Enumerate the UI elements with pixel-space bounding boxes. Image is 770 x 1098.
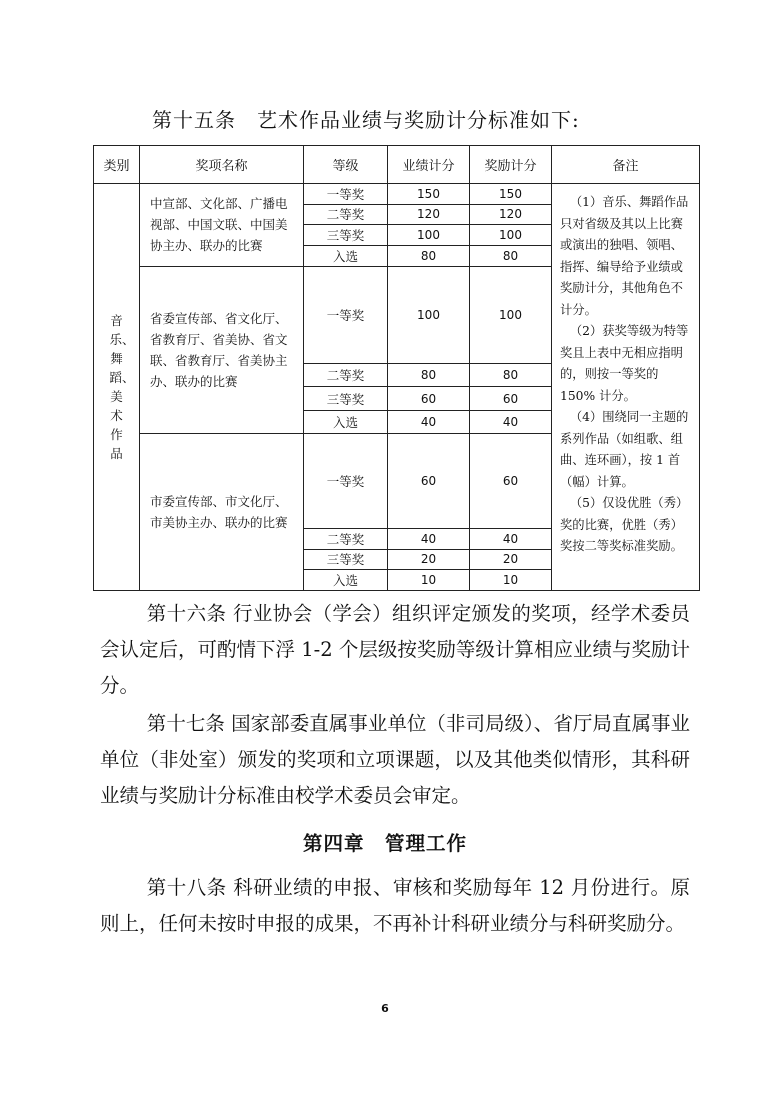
header-award-name: 奖项名称 [140, 146, 304, 184]
reward-score-cell: 80 [470, 245, 552, 266]
perf-score-cell: 40 [388, 410, 470, 433]
award-name-cell: 市委宣传部、市文化厅、市美协主办、联办的比赛 [140, 433, 304, 590]
perf-score-cell: 100 [388, 266, 470, 364]
reward-score-cell: 40 [470, 529, 552, 550]
reward-score-cell: 20 [470, 549, 552, 570]
level-cell: 一等奖 [304, 266, 388, 364]
level-cell: 三等奖 [304, 225, 388, 246]
category-label: 音乐、舞蹈、美术作品 [109, 313, 135, 461]
reward-score-cell: 40 [470, 410, 552, 433]
level-cell: 一等奖 [304, 433, 388, 528]
level-cell: 三等奖 [304, 549, 388, 570]
perf-score-cell: 10 [388, 570, 470, 591]
perf-score-cell: 120 [388, 204, 470, 225]
perf-score-cell: 40 [388, 529, 470, 550]
perf-score-cell: 100 [388, 225, 470, 246]
note-item: （4）围绕同一主题的系列作品（如组歌、组曲、连环画），按 1 首（幅）计算。 [560, 410, 689, 489]
note-item: （5）仅设优胜（秀）奖的比赛，优胜（秀）奖按二等奖标准奖励。 [560, 496, 689, 553]
header-reward-score: 奖励计分 [470, 146, 552, 184]
table-row [94, 184, 700, 205]
reward-score-cell: 10 [470, 570, 552, 591]
perf-score-cell: 80 [388, 364, 470, 387]
header-level: 等级 [304, 146, 388, 184]
page-number: 6 [381, 1002, 389, 1015]
level-cell: 二等奖 [304, 364, 388, 387]
level-cell: 入选 [304, 245, 388, 266]
level-cell: 入选 [304, 570, 388, 591]
table-header-row [94, 146, 700, 184]
reward-score-cell: 120 [470, 204, 552, 225]
art-awards-table [93, 145, 700, 591]
level-cell: 入选 [304, 410, 388, 433]
reward-score-cell: 150 [470, 184, 552, 205]
notes-cell [552, 184, 700, 591]
perf-score-cell: 80 [388, 245, 470, 266]
article-18-paragraph [100, 870, 690, 942]
article-17-paragraph [100, 706, 690, 814]
level-cell: 三等奖 [304, 387, 388, 410]
level-cell: 二等奖 [304, 204, 388, 225]
article-18-text: 第十八条 科研业绩的申报、审核和奖励每年 12 月份进行。原则上，任何未按时申报的成果，不再补计科研业绩分与科研奖励分。 [100, 876, 690, 935]
award-name-cell: 省委宣传部、省文化厅、省教育厅、省美协、省文联、省教育厅、省美协主办、联办的比赛 [140, 266, 304, 433]
reward-score-cell: 100 [470, 225, 552, 246]
article-15-heading: 第十五条 艺术作品业绩与奖励计分标准如下: [152, 108, 580, 132]
perf-score-cell: 60 [388, 433, 470, 528]
header-performance-score: 业绩计分 [388, 146, 470, 184]
perf-score-cell: 60 [388, 387, 470, 410]
note-item: （1）音乐、舞蹈作品只对省级及其以上比赛或演出的独唱、领唱、指挥、编导给予业绩或奖励计分，其他角色不计分。 [560, 195, 689, 317]
reward-score-cell: 80 [470, 364, 552, 387]
reward-score-cell: 100 [470, 266, 552, 364]
level-cell: 一等奖 [304, 184, 388, 205]
reward-score-cell: 60 [470, 433, 552, 528]
article-16-text: 第十六条 行业协会（学会）组织评定颁发的奖项，经学术委员会认定后，可酌情下浮 1-2 个层级按奖励等级计算相应业绩与奖励计分。 [100, 602, 690, 697]
reward-score-cell: 60 [470, 387, 552, 410]
article-16-paragraph [100, 596, 690, 704]
award-name-cell: 中宣部、文化部、广播电视部、中国文联、中国美协主办、联办的比赛 [140, 184, 304, 267]
level-cell: 二等奖 [304, 529, 388, 550]
header-notes: 备注 [552, 146, 700, 184]
perf-score-cell: 150 [388, 184, 470, 205]
article-17-text: 第十七条 国家部委直属事业单位（非司局级）、省厅局直属事业单位（非处室）颁发的奖项和立项课题，以及其他类似情形，其科研业绩与奖励计分标准由校学术委员会审定。 [100, 712, 690, 807]
category-cell [94, 184, 140, 591]
note-item: （2）获奖等级为特等奖且上表中无相应指明的，则按一等奖的 150% 计分。 [560, 324, 689, 403]
perf-score-cell: 20 [388, 549, 470, 570]
header-category: 类别 [94, 146, 140, 184]
chapter-4-heading: 第四章 管理工作 [302, 832, 467, 855]
